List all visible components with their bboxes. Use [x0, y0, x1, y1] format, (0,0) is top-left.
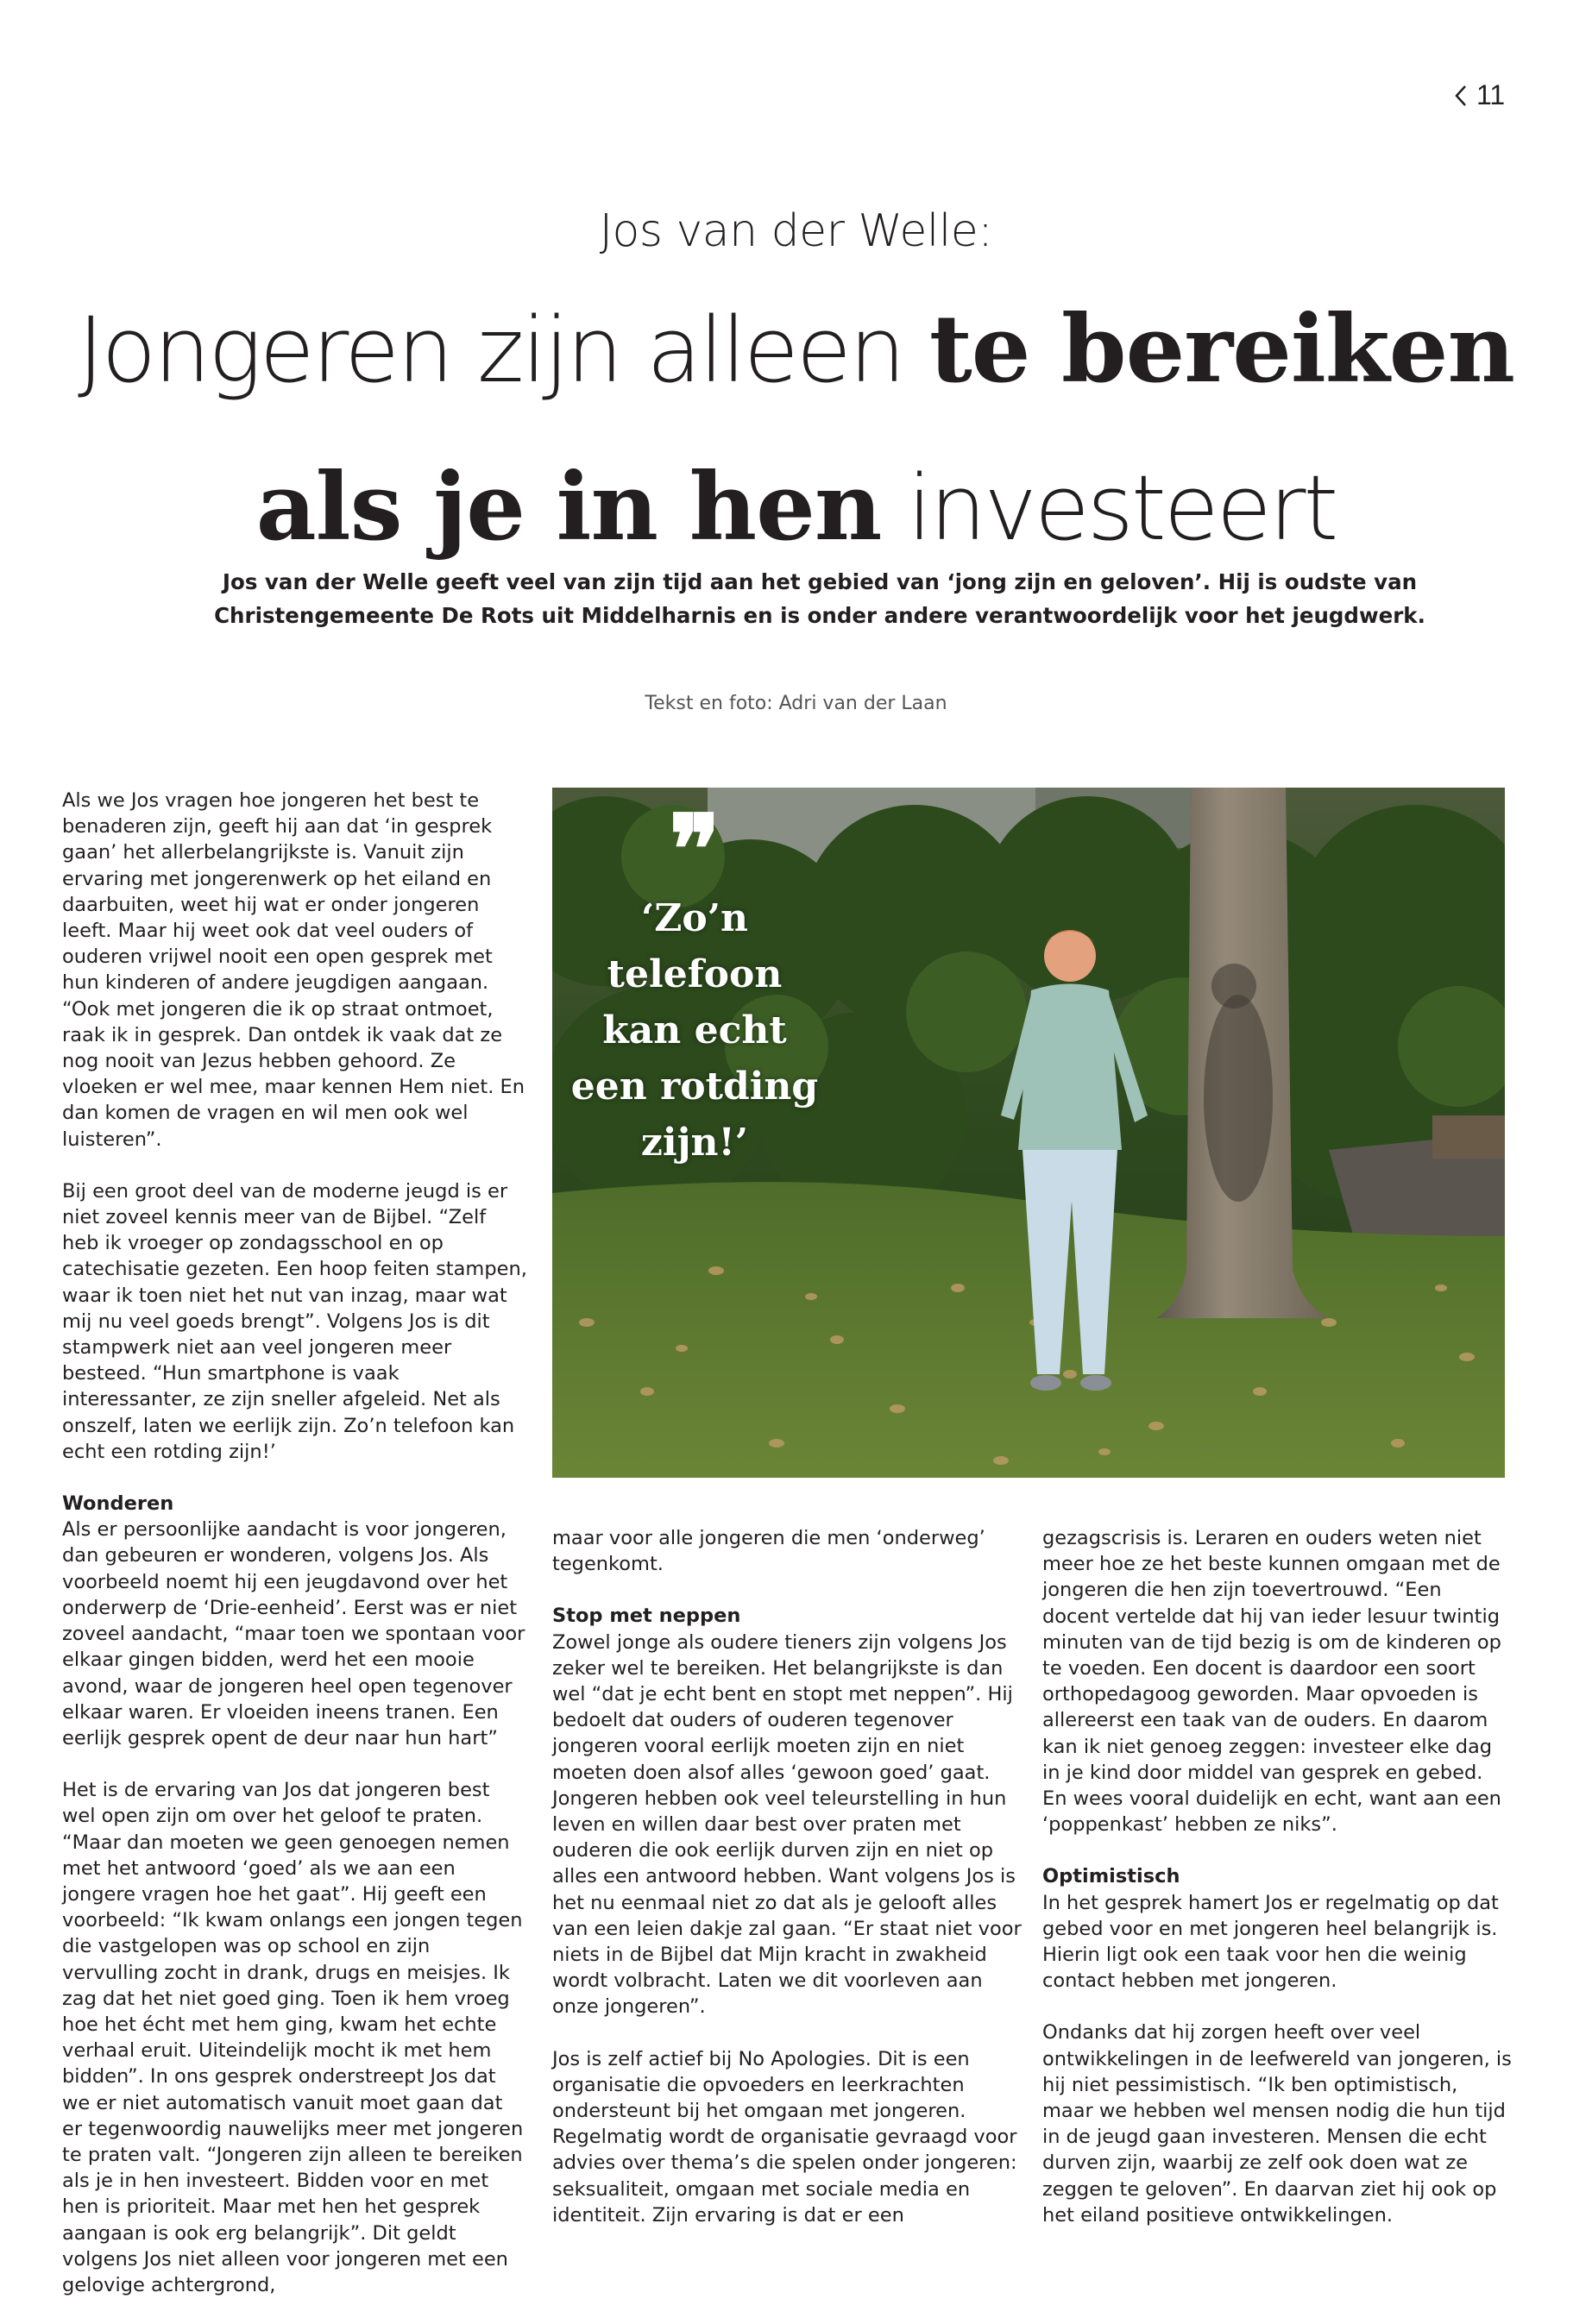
- article-intro: Jos van der Welle geeft veel van zijn tijd aan het gebied van ‘jong zijn en geloven’. Hij is oudste van Christengemeente De Rots uit Middelharnis en is onder andere verantwoordelijk voor het jeugdwerk.: [214, 569, 1425, 628]
- subheading-wonderen: Wonderen: [62, 1492, 174, 1516]
- pull-quote-text: ‘Zo’n telefoon kan echt een rotding zijn!’: [570, 896, 819, 1165]
- paragraph: Als er persoonlijke aandacht is voor jongeren, dan gebeuren er wonderen, volgens Jos. Als voorbeeld noemt hij een jeugdavond over het onderwerp de ‘Drie-eenheid’. Eerst was er niet zoveel aandacht, “maar toen we spontaan voor elkaar gingen bidden, werd het een mooie avond, waar de jongeren heel open tegenover elkaar waren. Er vloeiden ineens tranen. Een eerlijk gesprek opent de deur naar hun hart”: [62, 1518, 525, 1749]
- paragraph: In het gesprek hamert Jos er regelmatig op dat gebed voor en met jongeren heel belangrijk is. Hierin ligt ook een taak voor hen die weinig contact hebben met jongeren.: [1042, 1891, 1499, 1993]
- article-column-3: [1042, 1525, 1513, 2254]
- article-headline: [52, 285, 1540, 600]
- paragraph: Jos is zelf actief bij No Apologies. Dit is een organisatie die opvoeders en leerkrachten ondersteunt bij het omgaan met jongeren. Regelmatig wordt de organisatie gevraagd voor advies over thema’s die spelen onder jongeren: seksualiteit, omgaan met sociale media en identiteit. Zijn ervaring is dat er een: [552, 2047, 1017, 2227]
- subheading-stop-met-neppen: Stop met neppen: [552, 1605, 741, 1628]
- article-credit: Tekst en foto: Adri van der Laan: [645, 693, 947, 714]
- subheading-optimistisch: Optimistisch: [1042, 1865, 1180, 1888]
- article-column-2: [552, 1525, 1023, 2254]
- page-number-value: 11: [1476, 79, 1506, 110]
- paragraph: Ondanks dat hij zorgen heeft over veel ontwikkelingen in de leefwereld van jongeren, is hij niet pessimistisch. “Ik ben optimistisch, maar we hebben wel mensen nodig die hun tijd in de jeugd gaan investeren. Mensen die echt durven zijn, waarbij ze zelf ook doen wat ze zeggen te geloven”. En daarvan ziet hij ook op het eiland positieve ontwikkelingen.: [1042, 2021, 1512, 2227]
- headline-light-part: investeert: [881, 455, 1337, 561]
- chevron-left-icon: [1454, 85, 1468, 107]
- paragraph: Bij een groot deel van de moderne jeugd is er niet zoveel kennis meer van de Bijbel. “Zelf heb ik vroeger op zondagsschool en op catechisatie gezeten. Een hoop feiten stampen, waar ik toen niet het nut van inzag, maar wat mij nu veel goeds brengt”. Volgens Jos is dit stampwerk niet aan veel jongeren meer besteed. “Hun smartphone is vaak interessanter, ze zijn sneller afgeleid. Net als onszelf, laten we eerlijk zijn. Zo’n telefoon kan echt een rotding zijn!’: [62, 1179, 527, 1463]
- paragraph: Het is de ervaring van Jos dat jongeren best wel open zijn om over het geloof te praten. “Maar dan moeten we geen genoegen nemen met het antwoord ‘goed’ als we aan een jongere vragen hoe het gaat”. Hij geeft een voorbeeld: “Ik kwam onlangs een jongen tegen die vastgelopen was op school en zijn vervulling zocht in drank, drugs en meisjes. Ik zag dat het niet goed ging. Toen ik hem vroeg hoe het écht met hem ging, kwam het echte verhaal eruit. Uiteindelijk mocht ik met hem bidden”. In ons gesprek onderstreept Jos dat we er niet automatisch vanuit moet gaan dat er tegenwoordig nauwelijks meer met jongeren te praten valt. “Jongeren zijn alleen te bereiken als je in hen investeert. Bidden voor en met hen is prioriteit. Maar met hen het gesprek aangaan is ook erg belangrijk”. Dit geldt volgens Jos niet alleen voor jongeren met een gelovige achtergrond,: [62, 1779, 524, 2296]
- page-number: [1454, 79, 1505, 111]
- paragraph: Als we Jos vragen hoe jongeren het best te benaderen zijn, geeft hij aan dat ‘in gesprek gaan’ het allerbelangrijkste is. Vanuit zijn ervaring met jongerenwerk op het eiland en daarbuiten, weet hij wat er onder jongeren leeft. Maar hij weet ook dat veel ouders of ouderen vrijwel nooit een open gesprek met hun kinderen of andere jeugdigen aangaan. “Ook met jongeren die ik op straat ontmoet, raak ik in gesprek. Dan ontdek ik vaak dat ze nog nooit van Jezus hebben gehoord. Ze vloeken er wel mee, maar kennen Hem niet. En dan komen de vragen en wil men ook wel luisteren”.: [62, 789, 525, 1151]
- paragraph: maar voor alle jongeren die men ‘onderweg’ tegenkomt.: [552, 1527, 985, 1576]
- pull-quote: [565, 794, 824, 1171]
- article-kicker: Jos van der Welle:: [599, 205, 993, 257]
- headline-light-part: Jongeren zijn alleen: [78, 298, 929, 403]
- headline-bold-part: te bereiken: [928, 295, 1514, 404]
- paragraph: Zowel jonge als oudere tieners zijn volgens Jos zeker wel te bereiken. Het belangrijkste is dan wel “dat je echt bent en stopt met neppen”. Hij bedoelt dat ouders of ouderen tegenover jongeren vooral eerlijk moeten zijn en niet moeten doen alsof alles ‘gewoon goed’ gaat. Jongeren hebben ook veel teleurstelling in hun leven en willen daar best over praten met ouderen die ook eerlijk durven zijn en niet op alles een antwoord hebben. Want volgens Jos is het nu eenmaal niet zo dat als je gelooft alles van een leien dakje zal gaan. “Er staat niet voor niets in de Bijbel dat Mijn kracht in zwakheid wordt volbracht. Laten we dit voorleven aan onze jongeren”.: [552, 1630, 1022, 2019]
- quote-mark-icon: ❞: [669, 794, 720, 905]
- article-column-1: [62, 788, 528, 2324]
- paragraph: gezagscrisis is. Leraren en ouders weten niet meer hoe ze het beste kunnen omgaan met de jongeren die hen zijn toevertrouwd. “Een docent vertelde dat hij van ieder lesuur twintig minuten van de tijd bezig is om de kinderen op te voeden. Een docent is daardoor een soort orthopedagoog geworden. Maar opvoeden is allereerst een taak van de ouders. En daarom kan ik niet genoeg zeggen: investeer elke dag in je kind door middel van gesprek en gebed. En wees vooral duidelijk en echt, want aan een ‘poppenkast’ hebben ze niks”.: [1042, 1527, 1501, 1837]
- headline-bold-part: als je in hen: [255, 453, 882, 562]
- headline-line-1: [52, 285, 1540, 443]
